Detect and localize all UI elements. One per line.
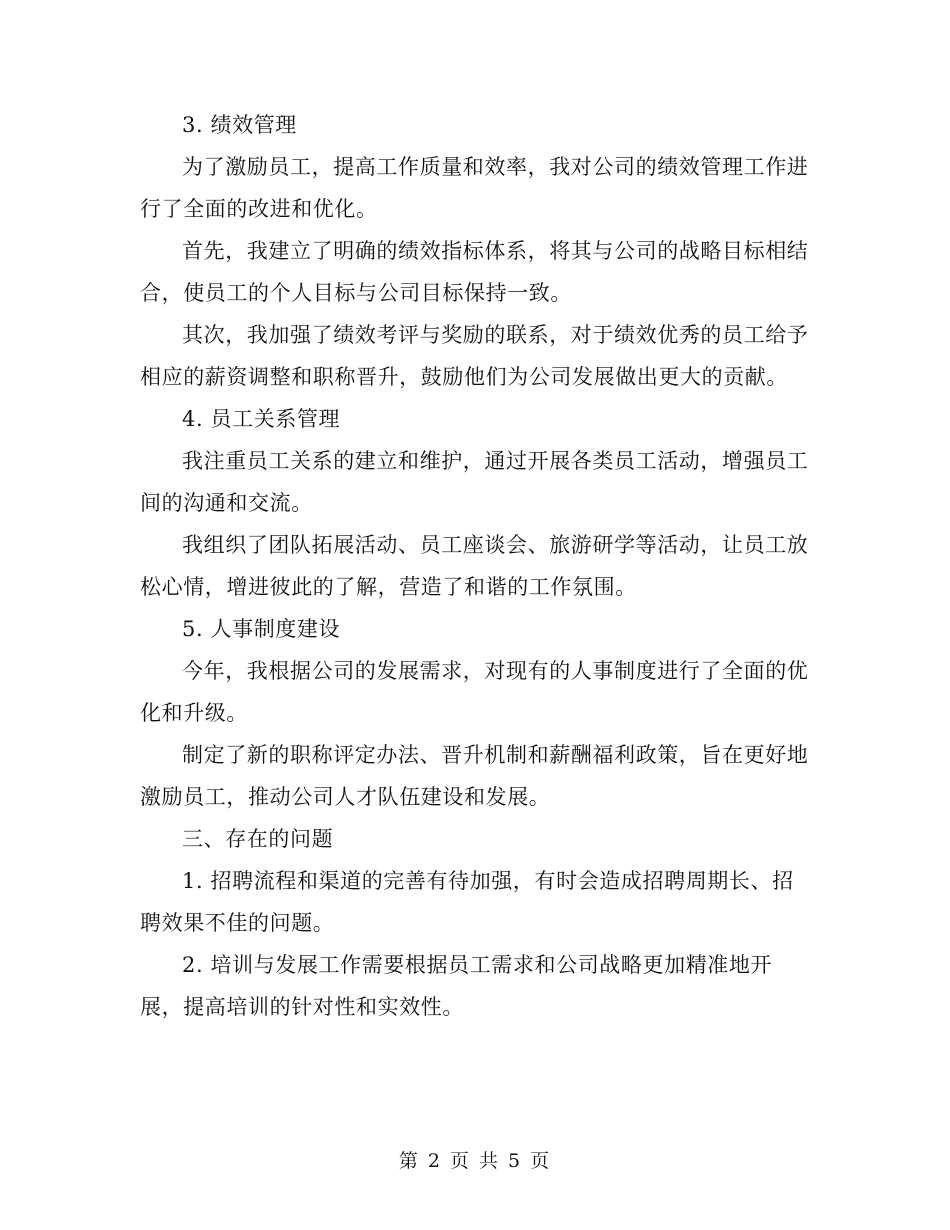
paragraph: 我注重员工关系的建立和维护，通过开展各类员工活动，增强员工间的沟通和交流。 xyxy=(140,449,809,515)
problem-item: 2. 培训与发展工作需要根据员工需求和公司战略更加精准地开展，提高培训的针对性和实效性。 xyxy=(140,953,773,1019)
paragraph: 为了激励员工，提高工作质量和效率，我对公司的绩效管理工作进行了全面的改进和优化。 xyxy=(140,155,809,221)
paragraph: 其次，我加强了绩效考评与奖励的联系，对于绩效优秀的员工给予相应的薪资调整和职称晋升，鼓励他们为公司发展做出更大的贡献。 xyxy=(140,323,809,389)
section-heading-problems: 三、存在的问题 xyxy=(182,827,334,851)
document-body xyxy=(140,104,810,1028)
paragraph: 首先，我建立了明确的绩效指标体系，将其与公司的战略目标相结合，使员工的个人目标与公司目标保持一致。 xyxy=(140,239,809,305)
problem-item: 1. 招聘流程和渠道的完善有待加强，有时会造成招聘周期长、招聘效果不佳的问题。 xyxy=(140,869,794,935)
paragraph: 我组织了团队拓展活动、员工座谈会、旅游研学等活动，让员工放松心情，增进彼此的了解，营造了和谐的工作氛围。 xyxy=(140,533,809,599)
section-heading-performance: 3. 绩效管理 xyxy=(182,113,297,137)
page-footer: 第 2 页 共 5 页 xyxy=(398,1150,552,1172)
section-heading-hr-system: 5. 人事制度建设 xyxy=(182,617,341,641)
section-heading-employee-relations: 4. 员工关系管理 xyxy=(182,407,341,431)
paragraph: 制定了新的职称评定办法、晋升机制和薪酬福利政策，旨在更好地激励员工，推动公司人才队伍建设和发展。 xyxy=(140,743,809,809)
paragraph: 今年，我根据公司的发展需求，对现有的人事制度进行了全面的优化和升级。 xyxy=(140,659,809,725)
